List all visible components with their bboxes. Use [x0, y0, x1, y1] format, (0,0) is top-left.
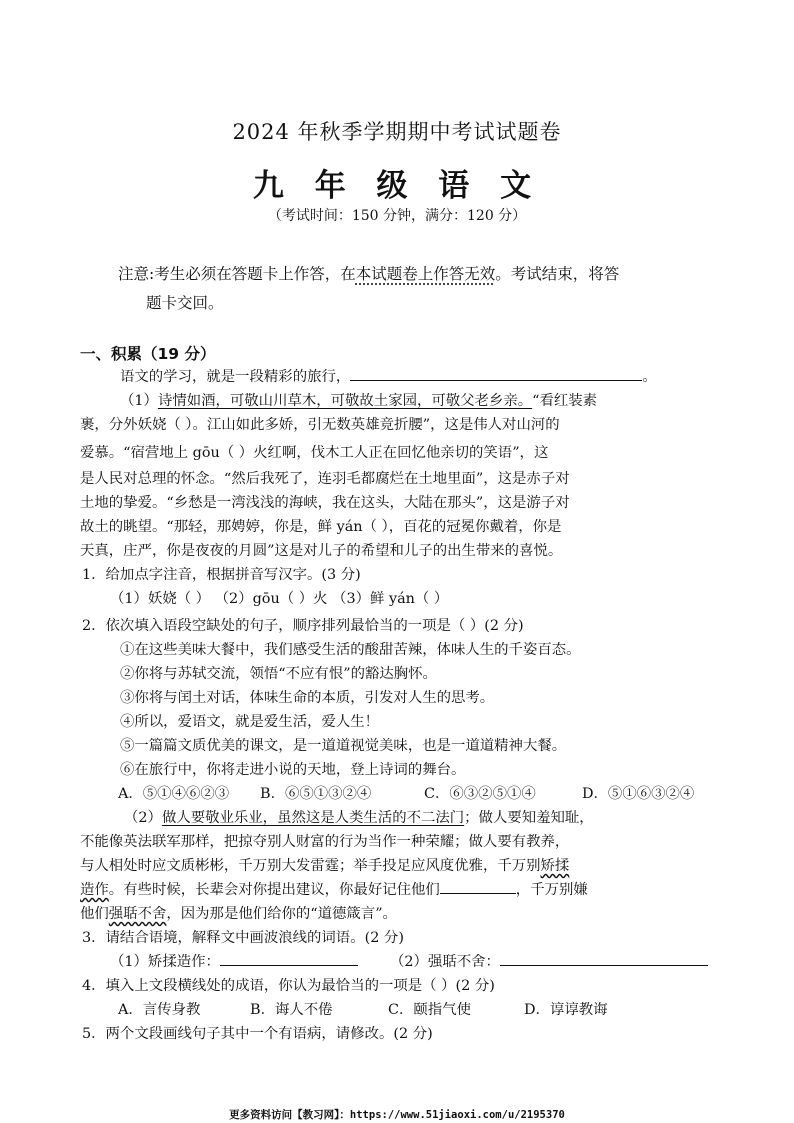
intro-end: 。: [642, 369, 657, 385]
notice-label: 注意: [118, 265, 150, 283]
wavy-word-2: 强聒不舍: [108, 906, 167, 922]
question-2-option-c: C．⑥③②⑤①④: [424, 786, 536, 802]
question-4-option-c: C．颐指气使: [388, 1002, 471, 1018]
notice-colon: :: [149, 265, 155, 283]
question-4-option-a: A．言传身教: [118, 1002, 201, 1018]
section-heading: 一、积累（19 分）: [80, 345, 216, 363]
question-1-stem: 1．给加点字注音，根据拼音写汉字。(3 分): [82, 567, 361, 583]
question-2-item-5: ⑤一篇篇文质优美的课文，是一道道视觉美味，也是一道道精神大餐。: [120, 738, 567, 754]
notice-text-b: 。考试结束，将答: [495, 265, 620, 283]
passage1-line-2: 裹，分外妖娆（ ）。江山如此多娇，引无数英雄竞折腰”，这是伟人对山河的: [80, 417, 560, 433]
intro-blank: [350, 366, 642, 381]
wavy-word-1-part-1: 矫揉: [540, 858, 570, 874]
question-2-option-d: D．⑤①⑥③②④: [582, 786, 695, 802]
passage1-line-5: 土地的挚爱。“乡愁是一湾浅浅的海峡，我在这头，大陆在那头”，这是游子对: [80, 495, 570, 511]
passage1-text-a: “看红装素: [532, 393, 598, 409]
exam-title: 2024 年秋季学期期中考试试题卷: [232, 120, 562, 144]
passage2-text-c: 与人相处时应文质彬彬，千万别大发雷霆；举手投足应风度优雅，千万别: [80, 858, 541, 874]
question-2-item-3: ③你将与闰土对话，体味生命的本质，引发对人生的思考。: [120, 690, 495, 706]
passage1-line-3: 爱慕。“宿营地上 gōu（ ）火红啊，伐木工人正在回忆他亲切的笑语”，这: [80, 445, 549, 461]
passage2-line-5: [80, 902, 397, 923]
question-4-stem: 4．填入上文段横线处的成语，你认为最恰当的一项是（ ）(2 分): [82, 978, 495, 994]
question-3-part-2-label: （2）强聒不舍：: [390, 954, 500, 970]
question-2-item-4: ④所以，爱语文，就是爱生活，爱人生！: [120, 714, 380, 730]
question-2-item-6: ⑥在旅行中，你将走进小说的天地，登上诗词的舞台。: [120, 762, 466, 778]
question-2-item-1: ①在这些美味大餐中，我们感受生活的酸甜苦辣，体味人生的千姿百态。: [120, 642, 581, 658]
wavy-word-1-part-2: 造作: [80, 882, 109, 898]
notice-emphasis: 本试题卷上作答无效: [355, 265, 496, 283]
passage1-line-4: 是人民对总理的怀念。“然后我死了，连羽毛都腐烂在土地里面”，这是赤子对: [80, 471, 570, 487]
exam-info: （考试时间：150 分钟，满分：120 分）: [267, 208, 527, 224]
question-2-option-b: B．⑥⑤①③②④: [260, 786, 372, 802]
question-2-item-2: ②你将与苏轼交流，领悟“不应有恨”的豁达胸怀。: [120, 666, 437, 682]
question-3-part-1: [110, 950, 358, 971]
notice-line-1: [118, 262, 619, 284]
question-2-option-a: A．⑤①④⑥②③: [118, 786, 230, 802]
passage2-line-1: [124, 806, 594, 827]
question-3-blank-2: [500, 951, 708, 966]
passage2-text-e-end: ，因为那是他们给你的“道德箴言”。: [166, 906, 397, 922]
passage1-line-7: 天真，庄严，你是夜夜的月圆”这是对儿子的希望和儿子的出生带来的喜悦。: [80, 543, 563, 559]
question-1-answers: （1）妖娆（ ） （2）gōu（ ）火 （3）鲜 yán（ ）: [110, 591, 449, 607]
passage1-line-6: 故土的眺望。“那轻，那娉婷，你是，鲜 yán（ ），百花的冠冕你戴着，你是: [80, 519, 562, 535]
question-2-stem: 2．依次填入语段空缺处的句子，顺序排列最恰当的一项是（ ）(2 分): [82, 618, 524, 634]
notice-text-a: 考生必须在答题卡上作答，在: [154, 265, 356, 283]
passage2-line-4: [80, 878, 588, 899]
question-3-part-2: [390, 950, 708, 971]
notice-line-2: 题卡交回。: [146, 294, 224, 312]
subject-title: 九 年 级 语 文: [252, 168, 542, 204]
passage2-text-a: ；做人要知羞知耻，: [464, 810, 594, 826]
passage2-text-e: 他们: [80, 906, 109, 922]
passage2-line-2: 不能像英法联军那样，把掠夺别人财富的行为当作一种荣耀；做人要有教养，: [80, 834, 570, 850]
footer-link[interactable]: 更多资料访问【教习网】：https://www.51jiaoxi.com/u/2195370: [229, 1109, 565, 1121]
passage2-number: （2）: [124, 810, 162, 826]
passage2-underlined-sentence: 做人要敬业乐业，虽然这是人类生活的不二法门: [161, 810, 465, 826]
idiom-blank: [440, 879, 516, 894]
passage2-text-d: 。有些时候，长辈会对你提出建议，你最好记住他们: [108, 882, 440, 898]
question-3-blank-1: [220, 951, 358, 966]
question-4-option-d: D．谆谆教诲: [524, 1002, 608, 1018]
question-3-part-1-label: （1）矫揉造作：: [110, 954, 220, 970]
section-intro: [120, 365, 657, 386]
question-3-stem: 3．请结合语境，解释文中画波浪线的词语。(2 分): [82, 930, 404, 946]
intro-text: 语文的学习，就是一段精彩的旅行，: [120, 369, 351, 385]
question-4-option-b: B．诲人不倦: [250, 1002, 333, 1018]
passage2-line-3: [80, 854, 569, 875]
question-5-stem: 5．两个文段画线句子其中一个有语病，请修改。(2 分): [82, 1026, 433, 1042]
passage2-text-d-end: ，千万别嫌: [515, 882, 588, 898]
passage1-number: （1）: [120, 393, 158, 409]
passage1-line-1: [120, 389, 597, 410]
passage1-underlined-sentence: 诗情如酒，可敬山川草木，可敬故土家园，可敬父老乡亲。: [157, 393, 533, 409]
